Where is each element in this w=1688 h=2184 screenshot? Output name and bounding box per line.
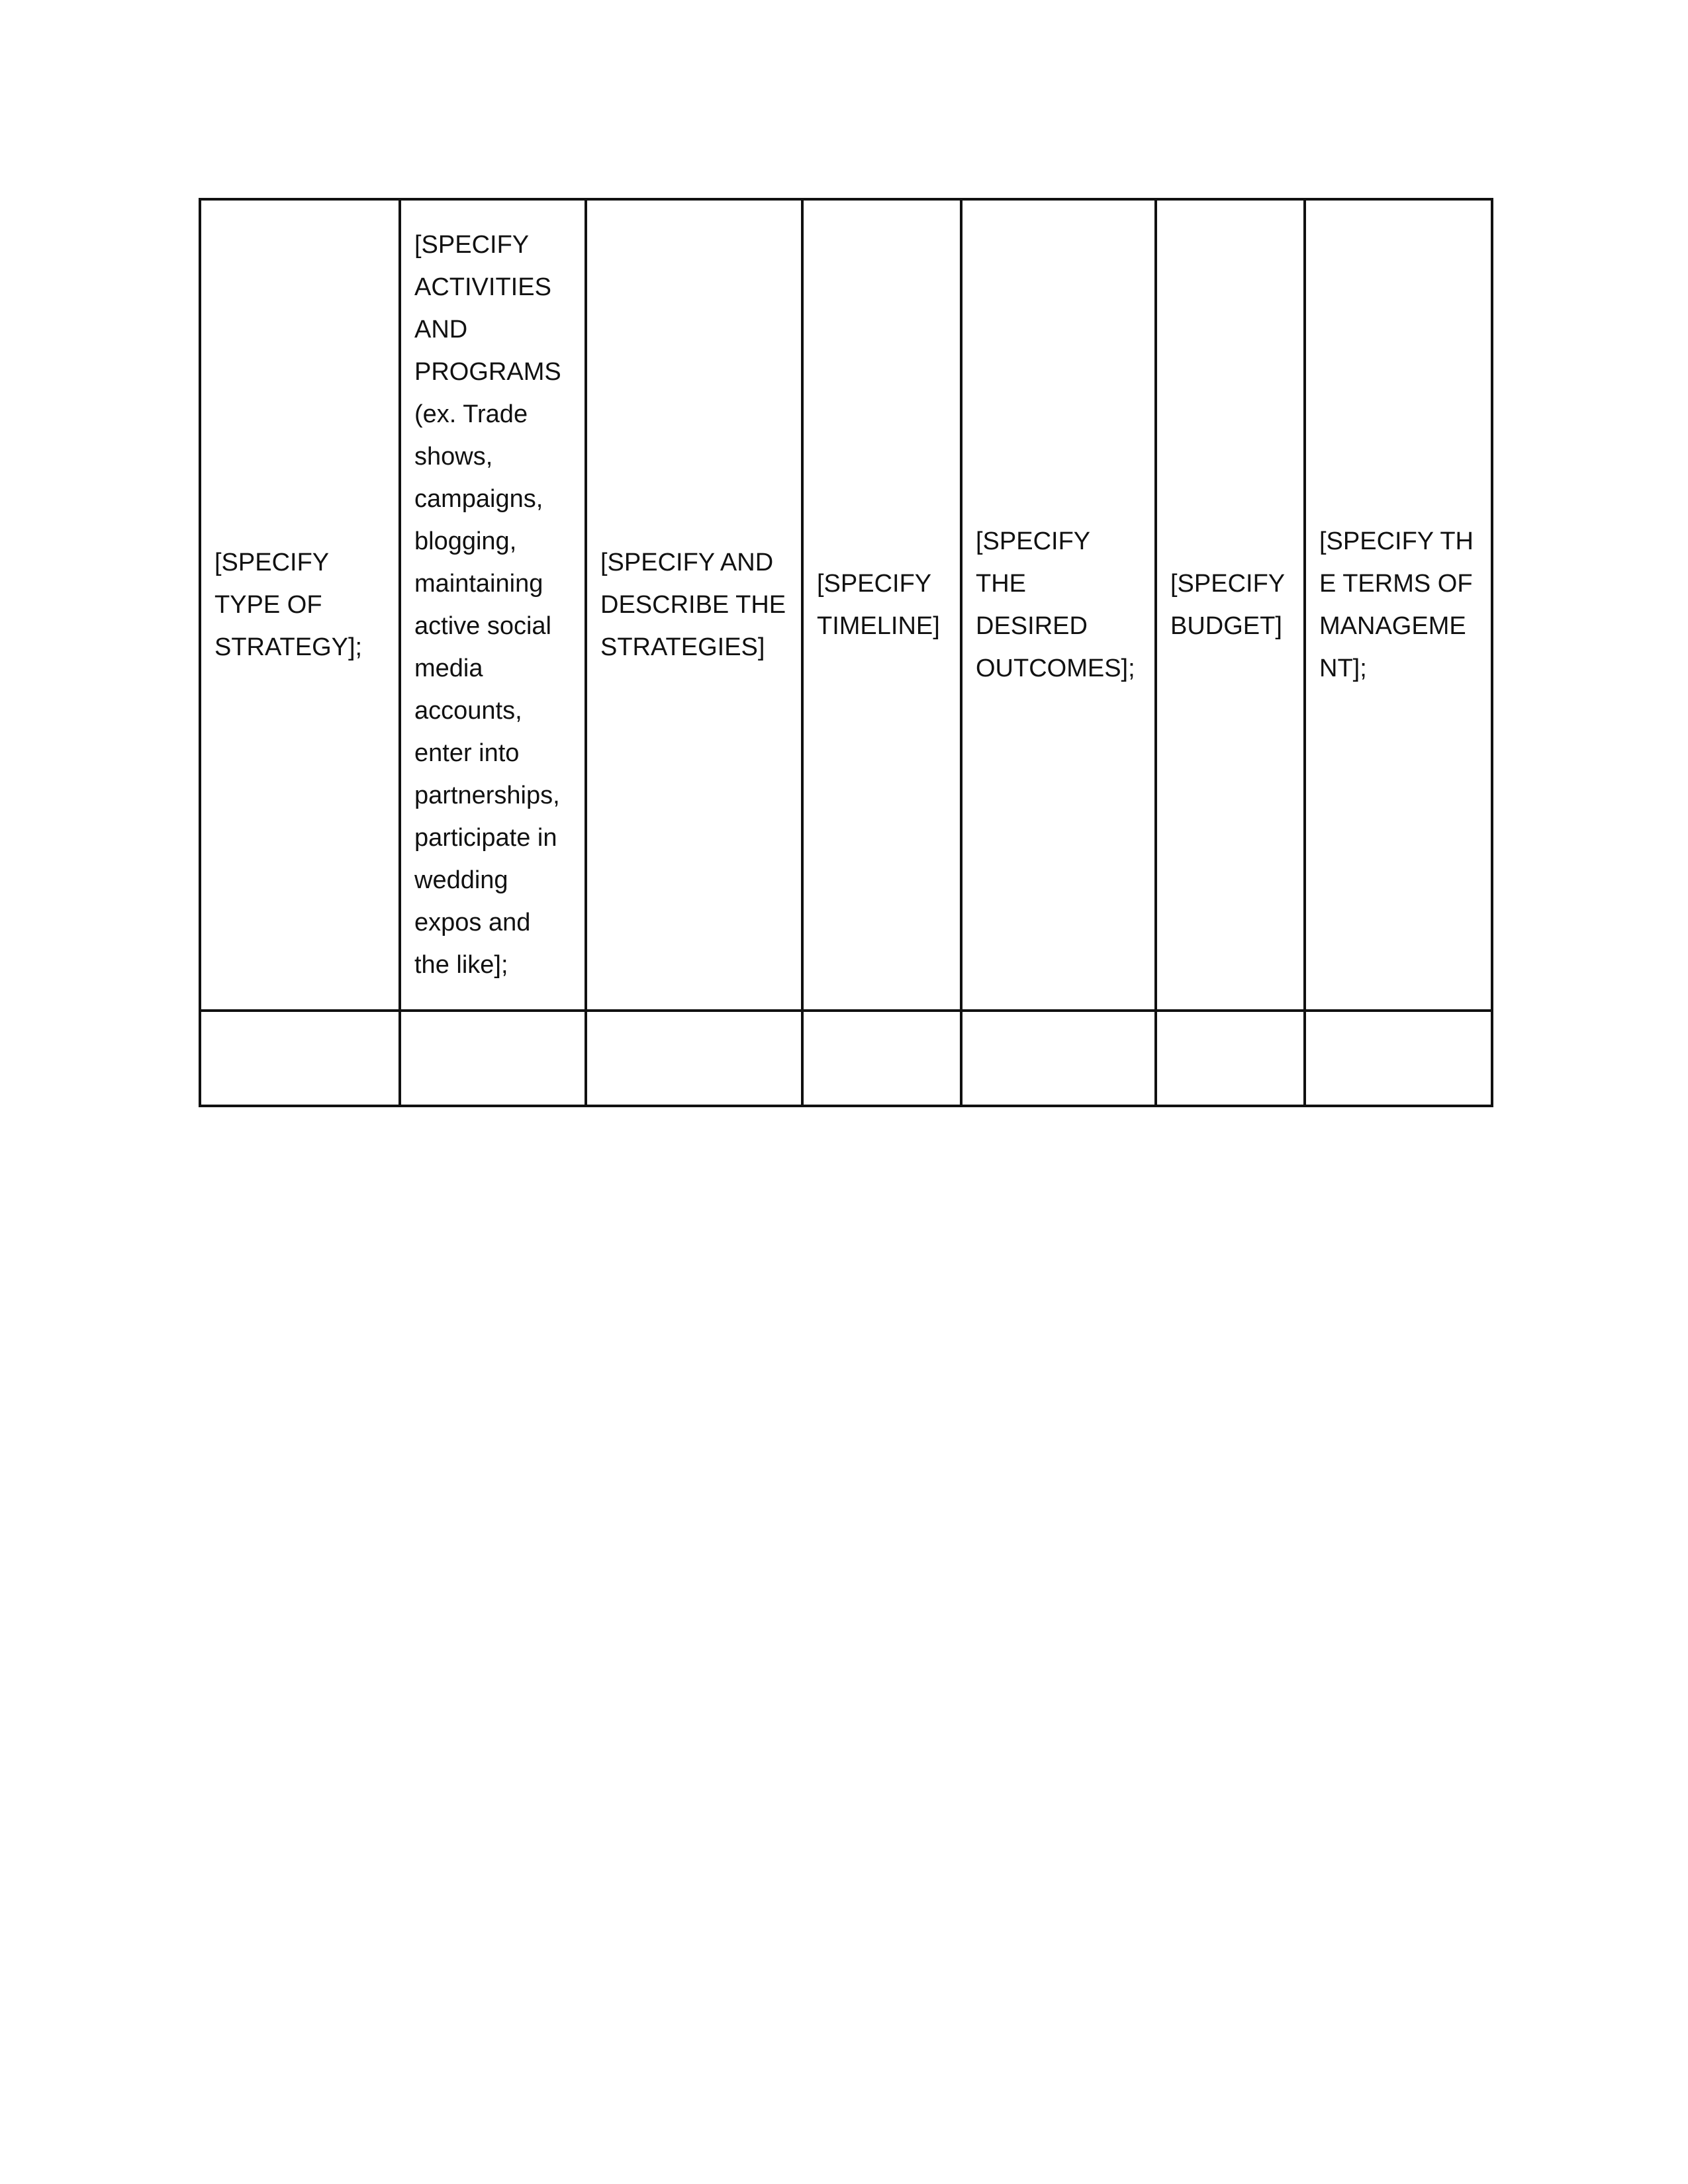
- cell-timeline: [802, 199, 961, 1011]
- cell-text: [SPECIFY BUDGET]: [1170, 570, 1285, 640]
- cell-text: [SPECIFY AND DESCRIBE THE STRATEGIES]: [600, 549, 786, 661]
- cell-strategies-description: [586, 199, 802, 1011]
- cell-text: [SPECIFY THE TERMS OF MANAGEMENT];: [1319, 527, 1474, 682]
- cell-text: [SPECIFY ACTIVITIES AND PROGRAMS (ex. Trade shows, campaigns, blogging, maintaining active social media accounts, enter into partnerships, participate in wedding expos and the like];: [414, 231, 561, 979]
- cell-empty: [961, 1011, 1156, 1106]
- cell-empty: [400, 1011, 586, 1106]
- cell-desired-outcomes: [961, 199, 1156, 1011]
- cell-terms-of-management: [1305, 199, 1492, 1011]
- cell-text: [SPECIFY TYPE OF STRATEGY];: [214, 549, 363, 661]
- strategy-table: [199, 198, 1493, 1107]
- cell-empty: [200, 1011, 400, 1106]
- cell-empty: [1305, 1011, 1492, 1106]
- cell-budget: [1156, 199, 1305, 1011]
- cell-strategy-type: [200, 199, 400, 1011]
- cell-text: [SPECIFY THE DESIRED OUTCOMES];: [976, 527, 1135, 682]
- cell-empty: [1156, 1011, 1305, 1106]
- cell-empty: [586, 1011, 802, 1106]
- cell-activities-programs: [400, 199, 586, 1011]
- cell-text: [SPECIFY TIMELINE]: [817, 570, 940, 640]
- table-row: [200, 199, 1492, 1011]
- cell-empty: [802, 1011, 961, 1106]
- table-row: [200, 1011, 1492, 1106]
